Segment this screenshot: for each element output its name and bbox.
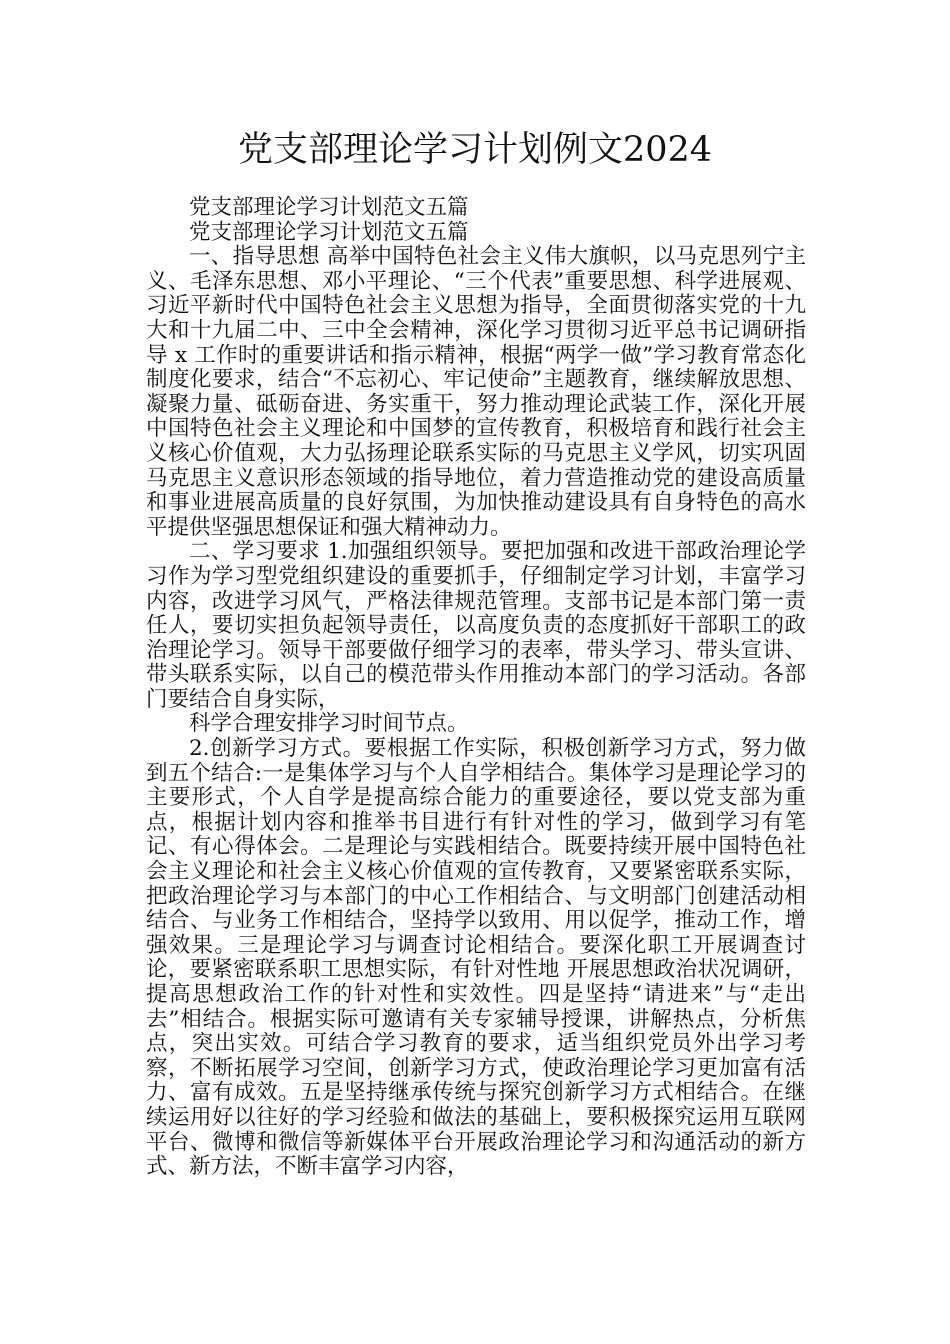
innovate-study-methods-paragraph: 2.创新学习方式。要根据工作实际，积极创新学习方式，努力做到五个结合:一是集体学习与个人自学相结合。集体学习是理论学习的主要形式，个人自学是提高综合能力的重要途径，要以党支部为重点，根据计划内容和推举书目进行有针对性的学习，做到学习有笔记、有心得体会。二是理论与实践相结合。既要持续开展中国特色社会主义理论和社会主义核心价值观的宣传教育，又要紧密联系实际，把政治理论学习与本部门的中心工作相结合、与文明部门创建活动相结合、与业务工作相结合，坚持学以致用、用以促学，推动工作，增强效果。三是理论学习与调查讨论相结合。要深化职工开展调查讨论，要紧密联系职工思想实际，有针对性地 开展思想政治状况调研，提高思想政治工作的针对性和实效性。四是坚持“请进来”与“走出去”相结合。根据实际可邀请有关专家辅导授课，讲解热点，分析焦点，突出实效。可结合学习教育的要求，适当组织党员外出学习考察，不断拓展学习空间，创新学习方式，使政治理论学习更加富有活力、富有成效。五是坚持继承传统与探究创新学习方式相结合。在继续运用好以往好的学习经验和做法的基础上，要积极探究运用互联网平台、微博和微信等新媒体平台开展政治理论学习和沟通活动的新方式、新方法，不断丰富学习内容， xyxy=(146,736,806,1180)
study-requirements-paragraph: 二、学习要求 1.加强组织领导。要把加强和改进干部政治理论学习作为学习型党组织建设的重要抓手，仔细制定学习计划，丰富学习内容，改进学习风气，严格法律规范管理。支部书记是本部门第一责任人，要切实担负起领导责任，以高度负责的态度抓好干部职工的政治理论学习。领导干部要做仔细学习的表率，带头学习、带头宣讲、带头联系实际，以自己的模范带头作用推动本部门的学习活动。各部门要结合自身实际， xyxy=(146,539,806,712)
document-title: 党支部理论学习计划例文2024 xyxy=(237,130,713,170)
subtitle-paragraph: 党支部理论学习计划范文五篇 xyxy=(189,195,469,220)
subtitle-paragraph-repeat: 党支部理论学习计划范文五篇 xyxy=(189,219,469,245)
guiding-ideology-paragraph: 一、指导思想 高举中国特色社会主义伟大旗帜，以马克思列宁主义、毛泽东思想、邓小平理论、“三个代表”重要思想、科学进展观、习近平新时代中国特色社会主义思想为指导，全面贯彻落实党的十九大和十九届二中、三中全会精神，深化学习贯彻习近平总书记调研指导 x 工作时的重要讲话和指示精神，根据“两学一做”学习教育常态化制度化要求，结合“不忘初心、牢记使命”主题教育，继续解放思想、凝聚力量、砥砺奋进、务实重干，努力推动理论武装工作，深化开展中国特色社会主义理论和中国梦的宣传教育，积极培育和践行社会主义核心价值观，大力弘扬理论联系实际的马克思主义学风，切实巩固马克思主义意识形态领域的指导地位，着力营造推动党的建设高质量和事业进展高质量的良好氛围，为加快推动建设具有自身特色的高水平提供坚强思想保证和强大精神动力。 xyxy=(146,244,806,540)
document-body xyxy=(146,196,806,1180)
study-schedule-paragraph: 科学合理安排学习时间节点。 xyxy=(189,711,469,737)
